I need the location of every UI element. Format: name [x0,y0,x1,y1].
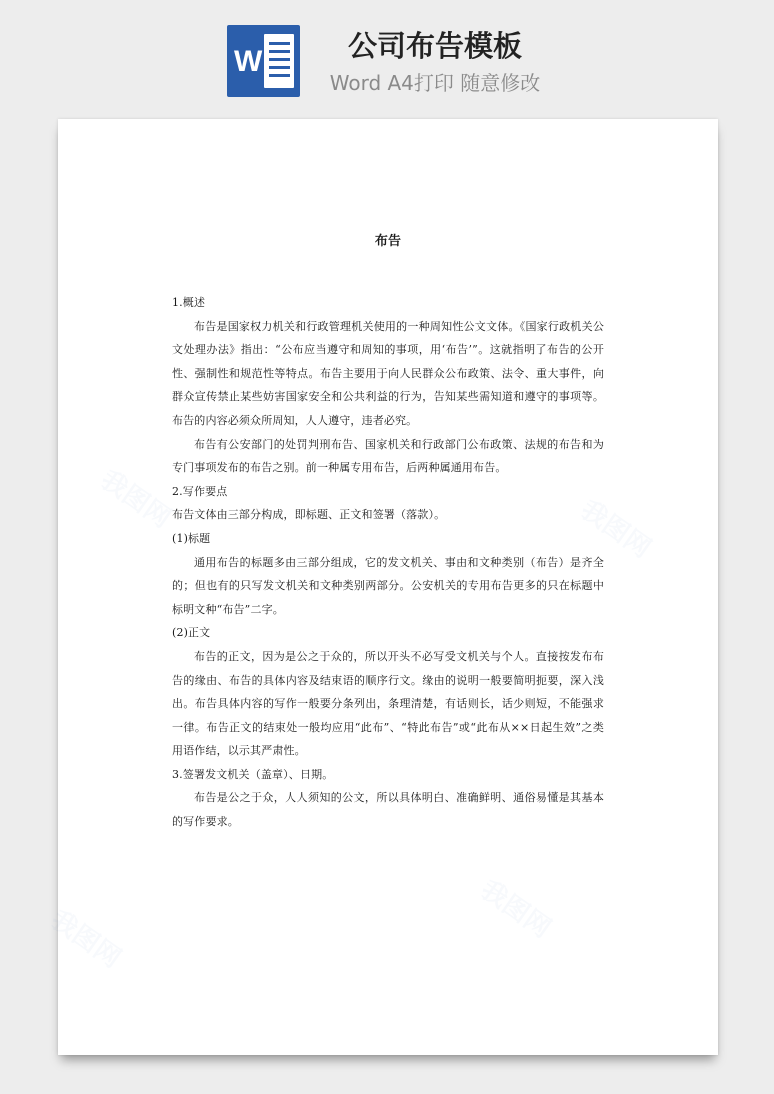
template-title: 公司布告模板 [347,29,522,63]
watermark: 我图网 [575,494,657,565]
body-paragraph: 布告的正文，因为是公之于众的，所以开头不必写受文机关与个人。直接按发布布告的缘由、布告的具体内容及结束语的顺序行文。缘由的说明一般要简明扼要，深入浅出。布告具体内容的写作一般要分条列出，条理清楚，有话则长，话少则短，不能强求一律。布告正文的结束处一般均应用“此布”、“特此布告”或“此布从××日起生效”之类用语作结，以示其严肃性。 [172,649,604,758]
section-heading: 1.概述 [172,296,206,309]
word-logo-letter: W [234,45,263,78]
template-header [0,0,774,118]
section-heading: 布告文体由三部分构成，即标题、正文和签署（落款）。 [172,508,446,522]
body-paragraph: 布告是国家权力机关和行政管理机关使用的一种周知性公文文体。《国家行政机关公文处理办法》指出：“公布应当遵守和周知的事项，用‘布告’”。这就指明了布告的公开性、强制性和规范性等特点。布告主要用于向人民群众公布政策、法令、重大事件，向群众宣传禁止某些妨害国家安全和公共利益的行为，告知某些需知道和遵守的事项等。布告的内容必须众所周知，人人遵守，违者必究。 [172,319,604,427]
word-document-icon [227,25,300,97]
watermark: 我图网 [45,904,127,975]
watermark: 我图网 [95,464,177,535]
section-heading: 2.写作要点 [172,484,228,498]
document-body [172,291,604,834]
section-heading: 3.签署发文机关（盖章）、日期。 [172,767,334,781]
section-heading: (1)标题 [172,531,211,545]
document-page [45,119,718,1055]
template-subtitle: Word A4打印 随意修改 [329,71,541,95]
body-paragraph: 布告是公之于众，人人须知的公文，所以具体明白、准确鲜明、通俗易懂是其基本的写作要求。 [172,791,604,829]
watermark: 我图网 [475,874,557,945]
section-heading: (2)正文 [172,626,211,640]
body-paragraph: 通用布告的标题多由三部分组成，它的发文机关、事由和文种类别（布告）是齐全的；但也有的只写发文机关和文种类别两部分。公安机关的专用布告更多的只在标题中标明文种“布告”二字。 [172,555,604,616]
document-title: 布告 [374,234,402,249]
body-paragraph: 布告有公安部门的处罚判刑布告、国家机关和行政部门公布政策、法规的布告和为专门事项发布的布告之别。前一种属专用布告，后两种属通用布告。 [172,437,604,475]
